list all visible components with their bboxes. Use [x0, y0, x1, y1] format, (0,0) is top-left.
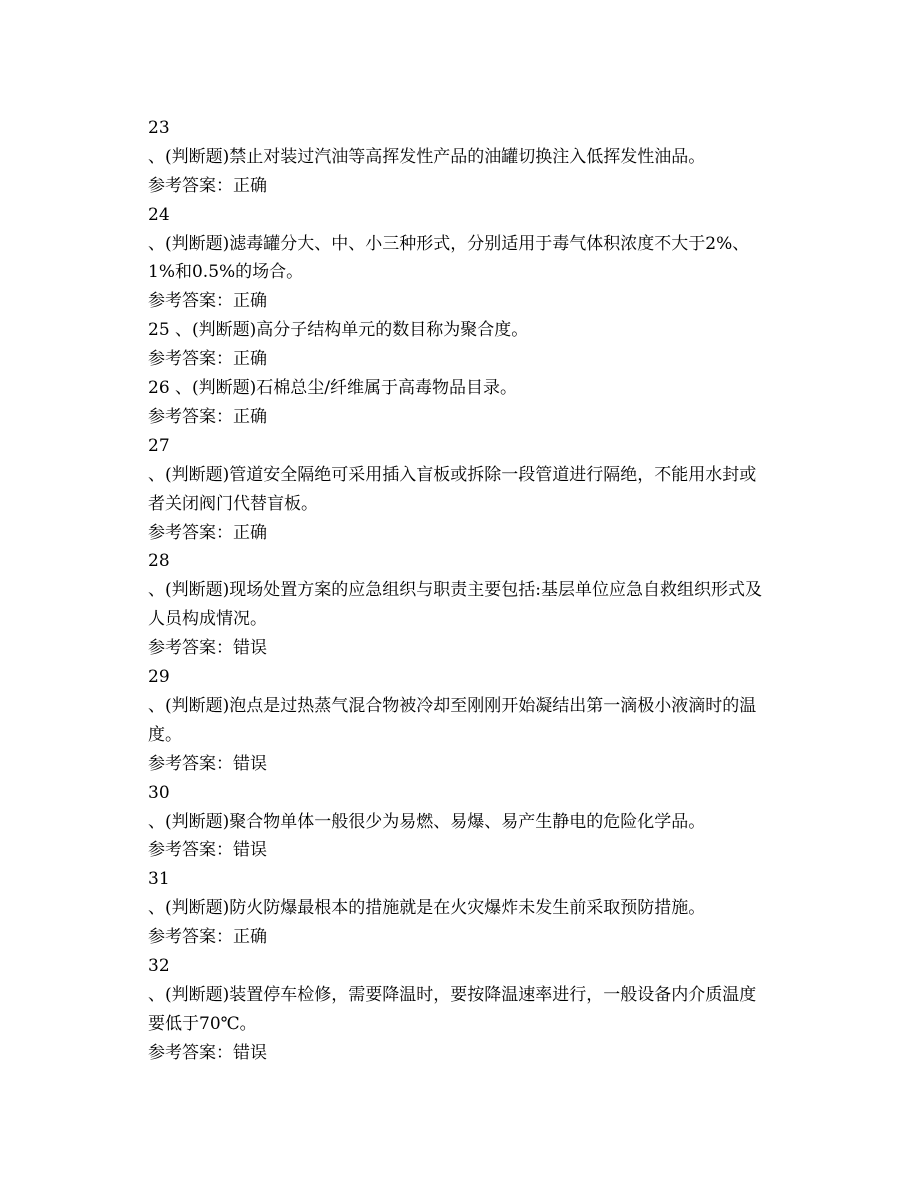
document-page: [148, 114, 768, 1068]
question-29: [148, 663, 768, 779]
question-line: 25 、(判断题)高分子结构单元的数目称为聚合度。: [148, 320, 529, 341]
answer-line: 参考答案：正确: [148, 927, 267, 948]
answer-line: 参考答案：错误: [148, 840, 267, 861]
question-number: 28: [148, 551, 170, 572]
question-text: 、(判断题)装置停车检修，需要降温时，要按降温速率进行，一般设备内介质温度要低于70℃。: [148, 984, 757, 1034]
question-23: [148, 114, 768, 201]
question-text: 、(判断题)禁止对装过汽油等高挥发性产品的油罐切换注入低挥发性油品。: [148, 146, 706, 167]
question-text: 、(判断题)聚合物单体一般很少为易燃、易爆、易产生静电的危险化学品。: [148, 811, 706, 832]
answer-line: 参考答案：正确: [148, 349, 267, 370]
question-24: [148, 201, 768, 317]
question-25: [148, 316, 768, 374]
question-28: [148, 547, 768, 663]
answer-line: 参考答案：正确: [148, 175, 267, 196]
question-text: 、(判断题)管道安全隔绝可采用插入盲板或拆除一段管道进行隔绝，不能用水封或者关闭阀门代替盲板。: [148, 464, 757, 514]
question-32: [148, 952, 768, 1068]
answer-line: 参考答案：正确: [148, 291, 267, 312]
answer-line: 参考答案：错误: [148, 638, 267, 659]
question-number: 32: [148, 956, 170, 976]
answer-line: 参考答案：错误: [148, 753, 267, 774]
answer-line: 参考答案：正确: [148, 522, 267, 543]
question-number: 24: [148, 204, 170, 225]
question-26: [148, 374, 768, 432]
question-number: 27: [148, 435, 170, 456]
answer-line: 参考答案：错误: [148, 1042, 267, 1063]
question-27: [148, 432, 768, 548]
question-number: 29: [148, 667, 170, 688]
question-text: 、(判断题)防火防爆最根本的措施就是在火灾爆炸未发生前采取预防措施。: [148, 898, 706, 919]
question-number: 31: [148, 869, 170, 890]
question-text: 、(判断题)现场处置方案的应急组织与职责主要包括:基层单位应急自救组织形式及人员构成情况。: [148, 580, 762, 630]
question-number: 23: [148, 118, 170, 138]
question-line: 26 、(判断题)石棉总尘/纤维属于高毒物品目录。: [148, 378, 518, 399]
question-30: [148, 779, 768, 866]
question-31: [148, 865, 768, 952]
question-number: 30: [148, 782, 170, 803]
answer-line: 参考答案：正确: [148, 406, 267, 427]
question-text: 、(判断题)滤毒罐分大、中、小三种形式，分别适用于毒气体积浓度不大于2%、1%和0.5%的场合。: [148, 233, 750, 283]
question-text: 、(判断题)泡点是过热蒸气混合物被冷却至刚刚开始凝结出第一滴极小液滴时的温度。: [148, 695, 757, 745]
